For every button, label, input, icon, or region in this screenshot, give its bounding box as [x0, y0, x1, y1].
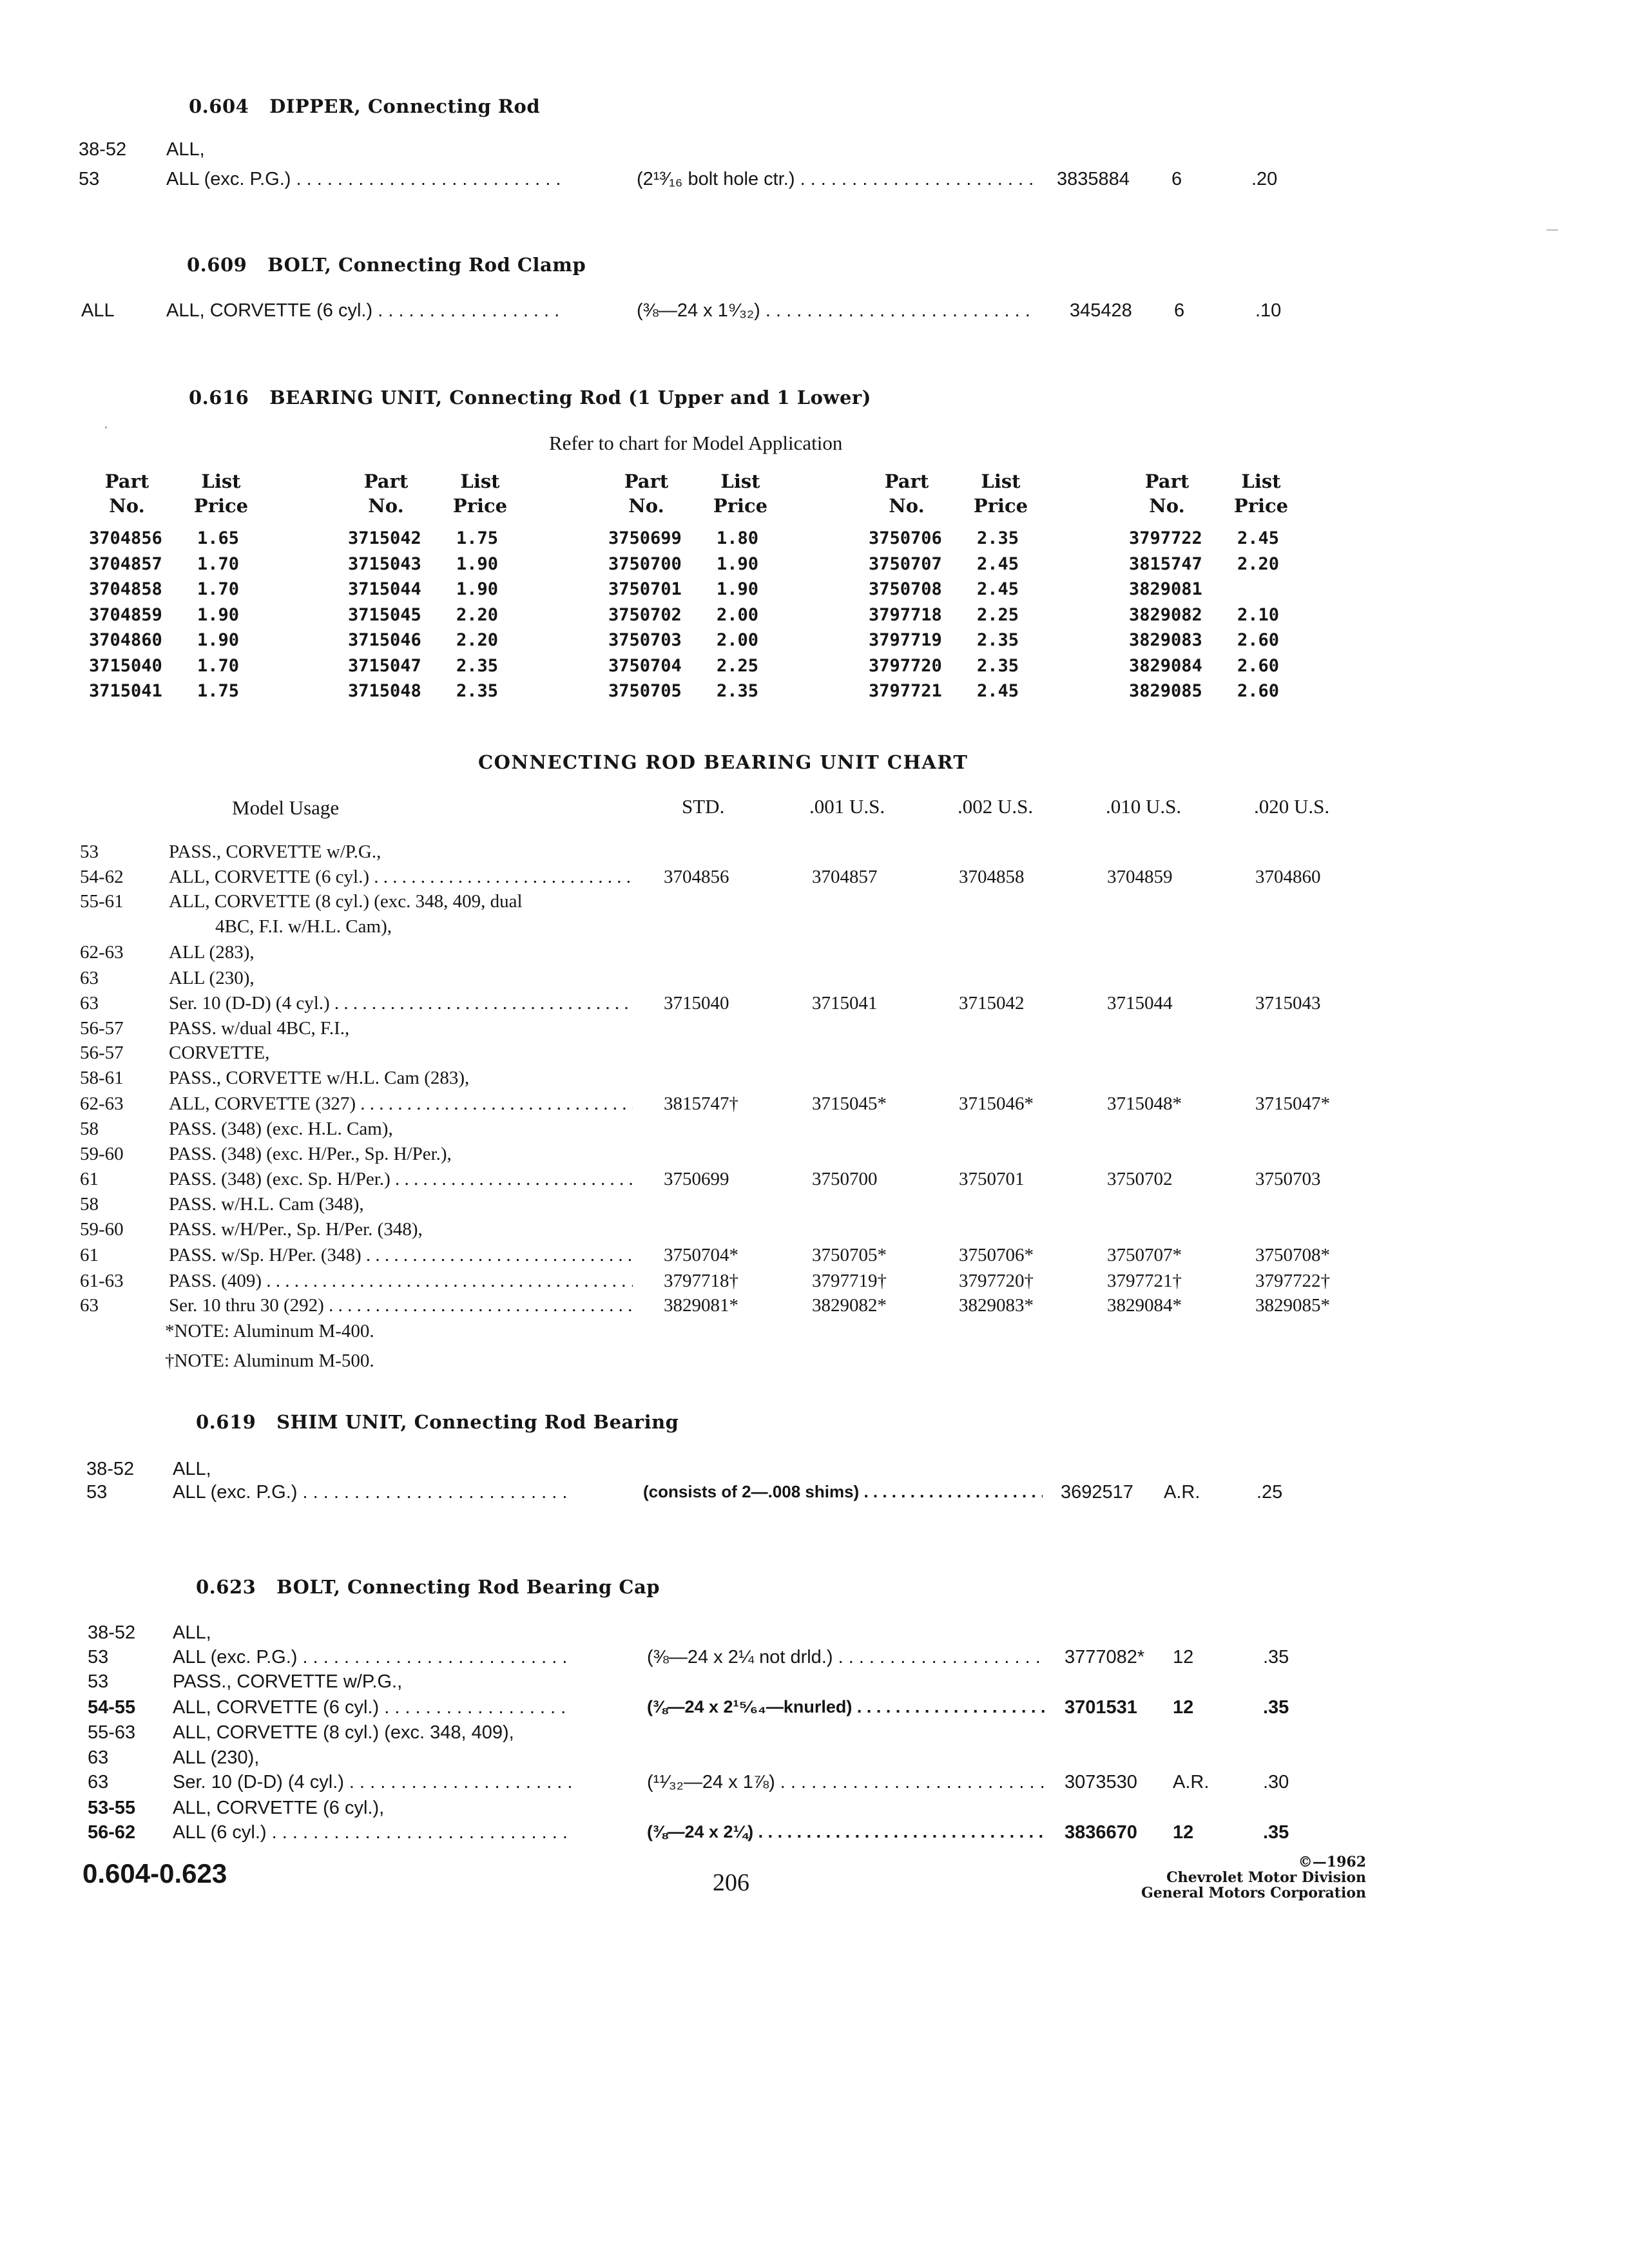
chart-year-range: 54-62: [80, 867, 124, 887]
page-number: 206: [713, 1869, 749, 1896]
chart-part-number: 3829084*: [1107, 1295, 1182, 1316]
model-text: ALL, CORVETTE (8 cyl.) (exc. 348, 409),: [173, 1722, 514, 1743]
model-text: ALL,: [173, 1459, 211, 1479]
bearing-list-price: 1.90: [717, 553, 759, 574]
bearing-list-price: 2.60: [1237, 655, 1280, 676]
chart-header-002: .002 U.S.: [958, 795, 1034, 818]
year-range: 56-62: [88, 1822, 136, 1843]
model-text: ALL, CORVETTE (6 cyl.) . . .: [173, 1697, 572, 1718]
section-heading-shim: [196, 1411, 679, 1433]
part-number: 3835884: [1057, 169, 1130, 189]
column-header-part-no: Part No.: [1144, 470, 1190, 517]
chart-title: CONNECTING ROD BEARING UNIT CHART: [478, 751, 969, 773]
section-code: 0.609: [187, 254, 247, 276]
chart-year-range: 53: [80, 841, 99, 862]
list-price: .35: [1263, 1822, 1289, 1843]
chart-year-range: 59-60: [80, 1144, 124, 1164]
bearing-list-price: 2.45: [977, 681, 1019, 701]
bearing-list-price: 2.00: [717, 604, 759, 625]
bearing-list-price: 2.20: [456, 604, 499, 625]
chart-model-usage: PASS. (348) (exc. H.L. Cam),: [169, 1119, 393, 1139]
spec-text: (consists of 2—.008 shims) . . .: [643, 1482, 1043, 1502]
list-price: .20: [1251, 169, 1278, 189]
chart-model-usage: CORVETTE,: [169, 1043, 270, 1063]
chart-part-number: 3797721†: [1107, 1271, 1182, 1291]
chart-model-usage: Ser. 10 (D-D) (4 cyl.) . . .: [169, 993, 633, 1014]
chart-part-number: 3704860: [1255, 867, 1321, 887]
chart-part-number: 3797720†: [959, 1271, 1034, 1291]
bearing-list-price: 2.10: [1237, 604, 1280, 625]
chart-part-number: 3829085*: [1255, 1295, 1330, 1316]
corporation-name: General Motors Corporation: [1141, 1885, 1366, 1901]
year-range: 38-52: [86, 1459, 135, 1479]
model-text: ALL,: [173, 1622, 211, 1643]
chart-year-range: 62-63: [80, 942, 124, 963]
section-heading-bolt-cap: [196, 1576, 660, 1598]
quantity: 6: [1174, 300, 1185, 321]
bearing-list-price: 2.45: [977, 579, 1019, 599]
spec-text: (¹¹⁄₃₂—24 x 1⅞) . . .: [647, 1772, 1046, 1793]
chart-part-number: 3715048*: [1107, 1093, 1182, 1114]
bearing-part-number: 3715043: [348, 553, 421, 574]
section-title: BEARING UNIT, Connecting Rod (1 Upper and 1 Lower): [269, 387, 871, 408]
bearing-list-price: 2.35: [456, 655, 499, 676]
chart-part-number: 3715040: [664, 993, 729, 1014]
bearing-part-number: 3750702: [608, 604, 682, 625]
bearing-part-number: 3750707: [869, 553, 942, 574]
column-header-list-price: List Price: [713, 470, 768, 517]
chart-part-number: 3750708*: [1255, 1245, 1330, 1265]
bearing-part-number: 3750708: [869, 579, 942, 599]
chart-part-number: 3750703: [1255, 1169, 1321, 1189]
section-code: 0.604: [189, 95, 249, 117]
section-heading-bearing: [189, 387, 871, 408]
bearing-part-number: 3750706: [869, 528, 942, 548]
chart-model-usage: ALL (283),: [169, 942, 255, 963]
list-price: .25: [1257, 1482, 1283, 1503]
bearing-part-number: 3715048: [348, 681, 421, 701]
bearing-list-price: 2.45: [977, 553, 1019, 574]
chart-part-number: 3829083*: [959, 1295, 1034, 1316]
chart-model-usage: PASS. (348) (exc. Sp. H/Per.) . . .: [169, 1169, 633, 1190]
section-code: 0.623: [196, 1576, 256, 1598]
chart-model-usage: PASS. w/H.L. Cam (348),: [169, 1194, 364, 1215]
table-row: [79, 139, 126, 160]
bearing-part-number: 3797721: [869, 681, 942, 701]
chart-header-001: .001 U.S.: [809, 795, 885, 818]
bearing-list-price: 1.70: [197, 553, 240, 574]
bearing-list-price: 1.65: [197, 528, 240, 548]
bearing-list-price: 1.80: [717, 528, 759, 548]
bearing-list-price: 2.25: [977, 604, 1019, 625]
bearing-list-price: 2.60: [1237, 630, 1280, 650]
bearing-part-number: 3797720: [869, 655, 942, 676]
part-number: 3701531: [1065, 1697, 1137, 1718]
year-range: 53-55: [88, 1798, 136, 1818]
year-range: ALL: [81, 300, 115, 321]
section-heading-dipper: [189, 95, 540, 117]
bearing-part-number: 3750705: [608, 681, 682, 701]
spec-text: (2¹³⁄₁₆ bolt hole ctr.) . . .: [637, 169, 1036, 190]
bearing-list-price: 2.25: [717, 655, 759, 676]
quantity: 12: [1173, 1697, 1194, 1718]
chart-model-usage: PASS., CORVETTE w/H.L. Cam (283),: [169, 1068, 470, 1088]
chart-part-number: 3715042: [959, 993, 1025, 1014]
model-text: ALL,: [166, 139, 205, 160]
year-range: 53: [88, 1671, 109, 1692]
column-header-list-price: List Price: [1233, 470, 1289, 517]
bearing-part-number: 3704857: [89, 553, 162, 574]
year-range: 53: [86, 1482, 108, 1503]
bearing-part-number: 3715047: [348, 655, 421, 676]
year-range: 54-55: [88, 1697, 136, 1718]
quantity: A.R.: [1164, 1482, 1200, 1503]
chart-part-number: 3829081*: [664, 1295, 738, 1316]
list-price: .35: [1263, 1647, 1289, 1667]
column-header-list-price: List Price: [193, 470, 249, 517]
chart-part-number: 3750704*: [664, 1245, 738, 1265]
model-text: ALL, CORVETTE (6 cyl.) . . .: [166, 300, 559, 322]
bearing-part-number: 3797719: [869, 630, 942, 650]
chart-part-number: 3715041: [812, 993, 878, 1014]
chart-model-usage: PASS. w/H/Per., Sp. H/Per. (348),: [169, 1219, 423, 1240]
list-price: .10: [1255, 300, 1282, 321]
bearing-list-price: 1.90: [197, 604, 240, 625]
bearing-part-number: 3797722: [1129, 528, 1202, 548]
bearing-part-number: 3704860: [89, 630, 162, 650]
part-number: 3836670: [1065, 1822, 1137, 1843]
model-text: ALL (6 cyl.) . . .: [173, 1822, 572, 1843]
bearing-part-number: 3715040: [89, 655, 162, 676]
bearing-list-price: 1.70: [197, 655, 240, 676]
bearing-part-number: 3704856: [89, 528, 162, 548]
chart-part-number: 3750700: [812, 1169, 878, 1189]
bearing-list-price: 1.90: [197, 630, 240, 650]
spec-text: (⅜—24 x 2¼) . . .: [647, 1822, 1046, 1842]
chart-part-number: 3704856: [664, 867, 729, 887]
chart-year-range: 56-57: [80, 1018, 124, 1039]
year-range: 53: [79, 169, 100, 189]
section-title: SHIM UNIT, Connecting Rod Bearing: [276, 1411, 679, 1433]
bearing-part-number: 3829083: [1129, 630, 1202, 650]
chart-part-number: 3750699: [664, 1169, 729, 1189]
chart-model-usage: PASS. w/Sp. H/Per. (348) . . .: [169, 1245, 633, 1266]
chart-note: †NOTE: Aluminum M-500.: [165, 1350, 374, 1371]
chart-part-number: 3750706*: [959, 1245, 1034, 1265]
bearing-list-price: 2.45: [1237, 528, 1280, 548]
page-section-range: 0.604-0.623: [82, 1858, 227, 1888]
bearing-part-number: 3715045: [348, 604, 421, 625]
chart-year-range: 61: [80, 1245, 99, 1265]
chart-model-usage: 4BC, F.I. w/H.L. Cam),: [215, 916, 392, 937]
bearing-list-price: 2.35: [456, 681, 499, 701]
part-number: 3777082*: [1065, 1647, 1145, 1667]
quantity: 12: [1173, 1647, 1194, 1667]
model-text: ALL (exc. P.G.) . . .: [166, 169, 559, 190]
column-header-part-no: Part No.: [363, 470, 409, 517]
quantity: 6: [1171, 169, 1182, 189]
chart-part-number: 3715045*: [812, 1093, 887, 1114]
part-number: 3073530: [1065, 1772, 1137, 1792]
chart-model-usage: ALL (230),: [169, 968, 255, 988]
bearing-list-price: 1.90: [456, 579, 499, 599]
chart-part-number: 3750701: [959, 1169, 1025, 1189]
bearing-list-price: 2.60: [1237, 681, 1280, 701]
model-text: ALL (230),: [173, 1747, 260, 1768]
column-header-part-no: Part No.: [884, 470, 929, 517]
chart-year-range: 56-57: [80, 1043, 124, 1063]
quantity: 12: [1173, 1822, 1194, 1843]
list-price: .30: [1263, 1772, 1289, 1792]
section-heading-bolt-clamp: [187, 254, 586, 276]
bearing-part-number: 3829084: [1129, 655, 1202, 676]
column-header-part-no: Part No.: [624, 470, 669, 517]
chart-model-usage: ALL, CORVETTE (6 cyl.) . . .: [169, 867, 633, 888]
chart-part-number: 3750702: [1107, 1169, 1173, 1189]
margin-mark: [1547, 229, 1558, 231]
spec-text: (⅜—24 x 2¼ not drld.) . . .: [647, 1647, 1046, 1668]
chart-part-number: 3797718†: [664, 1271, 738, 1291]
chart-year-range: 63: [80, 968, 99, 988]
model-text: ALL, CORVETTE (6 cyl.),: [173, 1798, 385, 1818]
chart-model-usage: ALL, CORVETTE (8 cyl.) (exc. 348, 409, dual: [169, 891, 523, 912]
chart-header-020: .020 U.S.: [1254, 795, 1330, 818]
chart-part-number: 3715044: [1107, 993, 1173, 1014]
bearing-list-price: 2.20: [456, 630, 499, 650]
part-number: 3692517: [1061, 1482, 1133, 1503]
bearing-list-price: 1.70: [197, 579, 240, 599]
bearing-part-number: 3704858: [89, 579, 162, 599]
chart-year-range: 61-63: [80, 1271, 124, 1291]
model-text: Ser. 10 (D-D) (4 cyl.) . . .: [173, 1772, 572, 1793]
chart-year-range: 58-61: [80, 1068, 124, 1088]
section-title: DIPPER, Connecting Rod: [269, 95, 541, 117]
chart-header-010: .010 U.S.: [1106, 795, 1182, 818]
chart-year-range: 55-61: [80, 891, 124, 912]
model-text: ALL (exc. P.G.) . . .: [173, 1482, 566, 1503]
chart-part-number: 3797722†: [1255, 1271, 1330, 1291]
bearing-part-number: 3750704: [608, 655, 682, 676]
division-name: Chevrolet Motor Division: [1166, 1869, 1366, 1886]
bearing-part-number: 3829081: [1129, 579, 1202, 599]
bearing-part-number: 3750699: [608, 528, 682, 548]
chart-part-number: 3715046*: [959, 1093, 1034, 1114]
chart-part-number: 3829082*: [812, 1295, 887, 1316]
column-header-list-price: List Price: [452, 470, 508, 517]
column-header-list-price: List Price: [973, 470, 1028, 517]
bearing-part-number: 3815747: [1129, 553, 1202, 574]
bearing-list-price: 2.35: [977, 528, 1019, 548]
quantity: A.R.: [1173, 1772, 1210, 1792]
bearing-part-number: 3829082: [1129, 604, 1202, 625]
chart-model-usage: PASS., CORVETTE w/P.G.,: [169, 841, 381, 862]
bearing-list-price: 2.20: [1237, 553, 1280, 574]
chart-year-range: 63: [80, 993, 99, 1014]
spec-text: (⅜—24 x 1⁹⁄₃₂) . . .: [637, 300, 1036, 322]
bearing-part-number: 3797718: [869, 604, 942, 625]
chart-header-std: STD.: [682, 795, 725, 818]
year-range: 38-52: [79, 139, 127, 160]
chart-part-number: 3704859: [1107, 867, 1173, 887]
publisher-credit: [1141, 1854, 1366, 1901]
bearing-list-price: 2.00: [717, 630, 759, 650]
model-text: PASS., CORVETTE w/P.G.,: [173, 1671, 403, 1692]
part-number: 345428: [1070, 300, 1132, 321]
section-code: 0.619: [196, 1411, 256, 1433]
bearing-part-number: 3715046: [348, 630, 421, 650]
chart-model-usage: Ser. 10 thru 30 (292) . . .: [169, 1295, 633, 1316]
bearing-part-number: 3715044: [348, 579, 421, 599]
chart-part-number: 3750705*: [812, 1245, 887, 1265]
chart-part-number: 3704858: [959, 867, 1025, 887]
bearing-part-number: 3829085: [1129, 681, 1202, 701]
chart-part-number: 3797719†: [812, 1271, 887, 1291]
chart-part-number: 3750707*: [1107, 1245, 1182, 1265]
copyright: ©—1962: [1298, 1854, 1366, 1870]
section-code: 0.616: [189, 387, 249, 408]
bearing-part-number: 3715042: [348, 528, 421, 548]
bearing-part-number: 3704859: [89, 604, 162, 625]
year-range: 55-63: [88, 1722, 136, 1743]
bearing-part-number: 3715041: [89, 681, 162, 701]
year-range: 38-52: [88, 1622, 136, 1643]
model-text: ALL (exc. P.G.) . . .: [173, 1647, 572, 1668]
chart-year-range: 62-63: [80, 1093, 124, 1114]
spec-text: (⅜—24 x 2¹⁵⁄₆₄—knurled) . . .: [647, 1697, 1046, 1717]
bearing-list-price: 1.90: [456, 553, 499, 574]
bearing-part-number: 3750700: [608, 553, 682, 574]
bearing-part-number: 3750701: [608, 579, 682, 599]
chart-year-range: 63: [80, 1295, 99, 1316]
chart-header-model-usage: Model Usage: [232, 796, 340, 819]
chart-part-number: 3704857: [812, 867, 878, 887]
section-title: BOLT, Connecting Rod Clamp: [267, 254, 586, 276]
chart-model-usage: PASS. w/dual 4BC, F.I.,: [169, 1018, 350, 1039]
chart-model-usage: ALL, CORVETTE (327) . . .: [169, 1093, 633, 1115]
bearing-part-number: 3750703: [608, 630, 682, 650]
bearing-list-price: 1.75: [456, 528, 499, 548]
year-range: 53: [88, 1647, 109, 1667]
chart-part-number: 3715043: [1255, 993, 1321, 1014]
chart-model-usage: PASS. (348) (exc. H/Per., Sp. H/Per.),: [169, 1144, 452, 1164]
bearing-list-price: 2.35: [717, 681, 759, 701]
bearing-list-price: 2.35: [977, 630, 1019, 650]
year-range: 63: [88, 1747, 109, 1768]
column-header-part-no: Part No.: [104, 470, 149, 517]
bearing-list-price: 2.35: [977, 655, 1019, 676]
bearing-subtitle: Refer to chart for Model Application: [549, 432, 843, 454]
section-title: BOLT, Connecting Rod Bearing Cap: [276, 1576, 660, 1598]
year-range: 63: [88, 1772, 109, 1792]
chart-year-range: 61: [80, 1169, 99, 1189]
list-price: .35: [1263, 1697, 1289, 1718]
bearing-list-price: 1.90: [717, 579, 759, 599]
chart-year-range: 59-60: [80, 1219, 124, 1240]
chart-part-number: 3815747†: [664, 1093, 738, 1114]
chart-year-range: 58: [80, 1194, 99, 1215]
chart-year-range: 58: [80, 1119, 99, 1139]
chart-note: *NOTE: Aluminum M-400.: [165, 1321, 374, 1341]
margin-speck: [105, 427, 107, 428]
chart-model-usage: PASS. (409) . . .: [169, 1271, 633, 1292]
bearing-list-price: 1.75: [197, 681, 240, 701]
chart-part-number: 3715047*: [1255, 1093, 1330, 1114]
